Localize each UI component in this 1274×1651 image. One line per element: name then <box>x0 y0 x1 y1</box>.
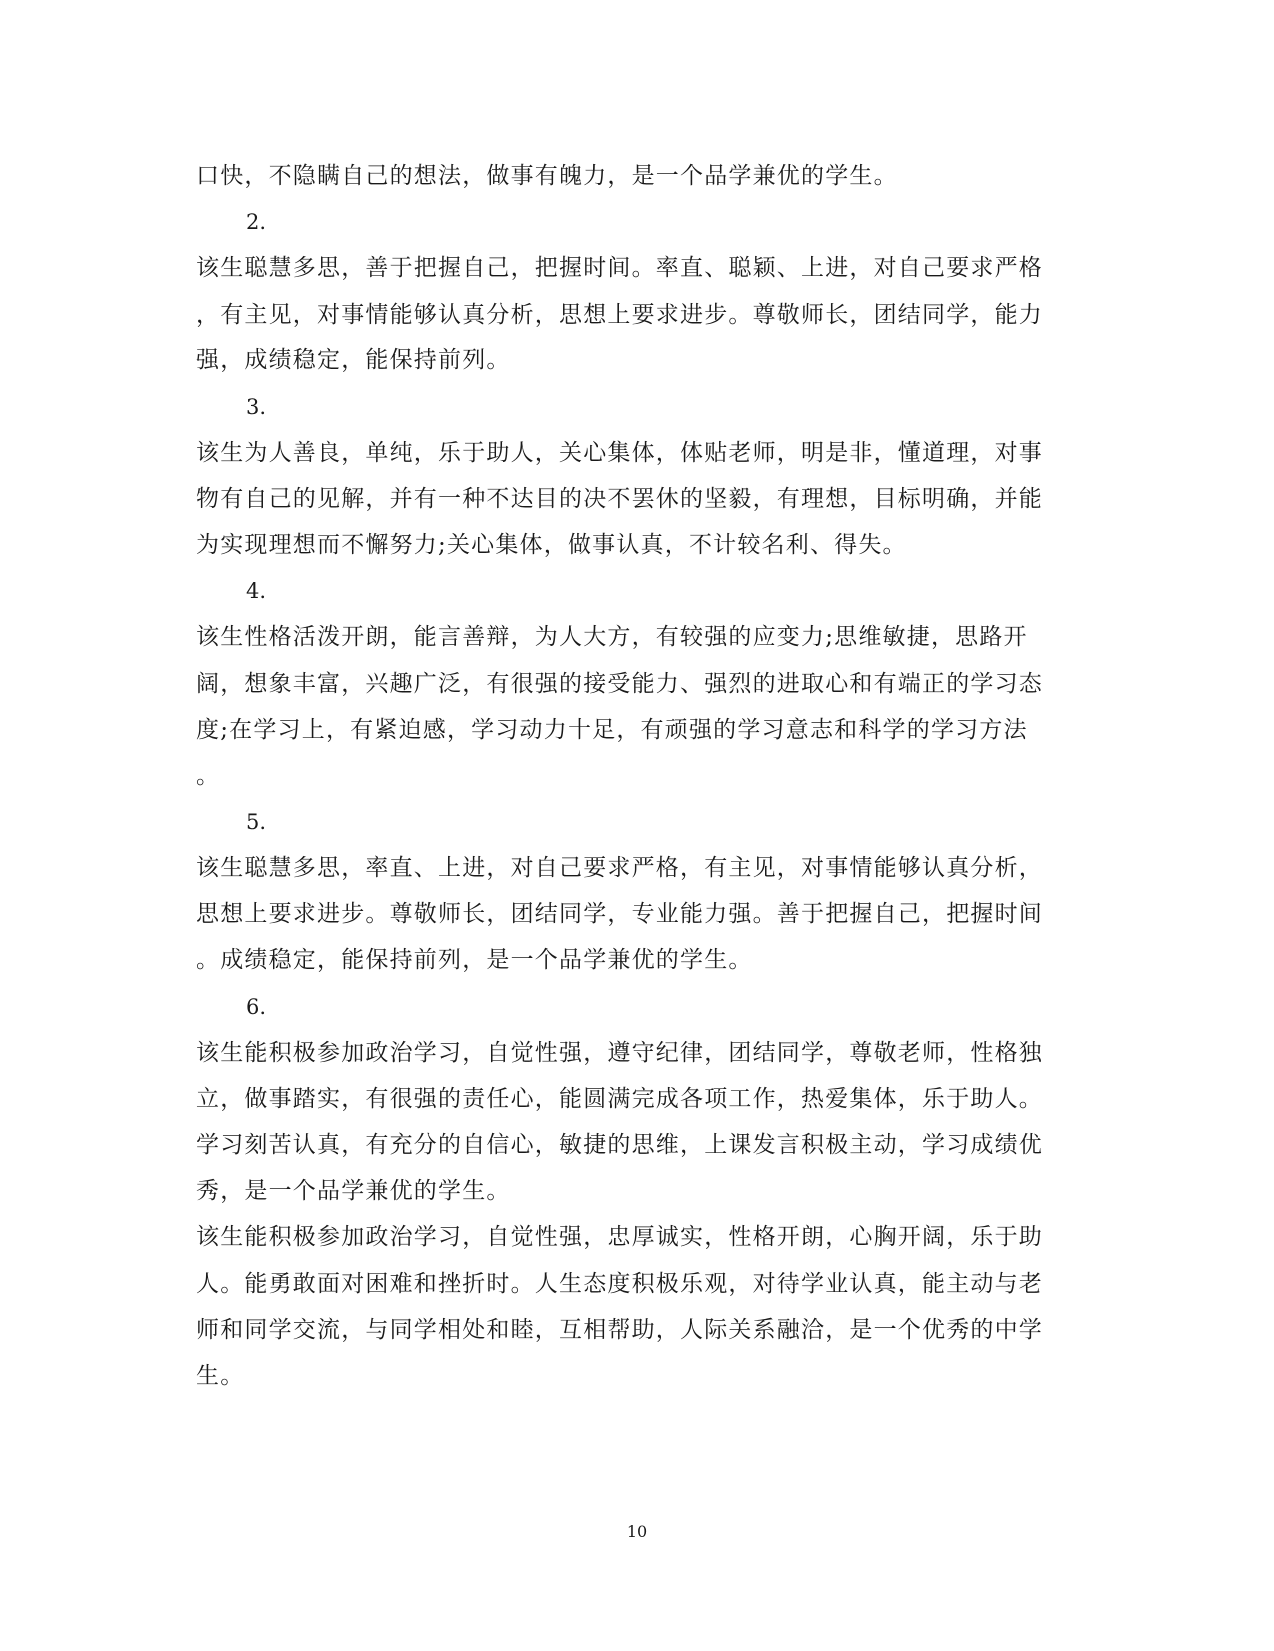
text-line: 强，成绩稳定，能保持前列。 <box>196 347 511 373</box>
text-line: 。成绩稳定，能保持前列，是一个品学兼优的学生。 <box>196 947 753 973</box>
text-line: 思想上要求进步。尊敬师长，团结同学，专业能力强。善于把握自己，把握时间 <box>196 901 1043 927</box>
text-line: 师和同学交流，与同学相处和睦，互相帮助，人际关系融洽，是一个优秀的中学 <box>196 1317 1043 1343</box>
text-line: 该生能积极参加政治学习，自觉性强，忠厚诚实，性格开朗，心胸开阔，乐于助 <box>196 1224 1043 1250</box>
text-line: 学习刻苦认真，有充分的自信心，敏捷的思维，上课发言积极主动，学习成绩优 <box>196 1132 1043 1158</box>
text-line: 该生性格活泼开朗，能言善辩，为人大方，有较强的应变力;思维敏捷，思路开 <box>196 624 1028 650</box>
text-line: 度;在学习上，有紧迫感，学习动力十足，有顽强的学习意志和科学的学习方法 <box>196 717 1028 743</box>
text-line: 立，做事踏实，有很强的责任心，能圆满完成各项工作，热爱集体，乐于助人。 <box>196 1086 1043 1112</box>
text-line: ，有主见，对事情能够认真分析，思想上要求进步。尊敬师长，团结同学，能力 <box>196 302 1043 328</box>
text-line: 口快，不隐瞒自己的想法，做事有魄力，是一个品学兼优的学生。 <box>196 163 898 189</box>
item-number: 4. <box>246 579 267 603</box>
text-line: 该生聪慧多思，善于把握自己，把握时间。率直、聪颖、上进，对自己要求严格 <box>196 255 1043 281</box>
text-line: 生。 <box>196 1363 245 1389</box>
text-line: 阔，想象丰富，兴趣广泛，有很强的接受能力、强烈的进取心和有端正的学习态 <box>196 671 1043 697</box>
text-line: 秀，是一个品学兼优的学生。 <box>196 1178 511 1204</box>
item-number: 3. <box>246 395 267 419</box>
page-number: 10 <box>626 1522 648 1541</box>
text-line: 该生为人善良，单纯，乐于助人，关心集体，体贴老师，明是非，懂道理，对事 <box>196 440 1043 466</box>
text-line: 该生能积极参加政治学习，自觉性强，遵守纪律，团结同学，尊敬老师，性格独 <box>196 1040 1043 1066</box>
text-line: 人。能勇敢面对困难和挫折时。人生态度积极乐观，对待学业认真，能主动与老 <box>196 1271 1043 1297</box>
item-number: 5. <box>246 810 267 834</box>
item-number: 2. <box>246 210 267 234</box>
text-line: 为实现理想而不懈努力;关心集体，做事认真，不计较名利、得失。 <box>196 532 907 558</box>
text-line: 该生聪慧多思，率直、上进，对自己要求严格，有主见，对事情能够认真分析， <box>196 855 1043 881</box>
item-number: 6. <box>246 995 267 1019</box>
text-line: 。 <box>196 763 221 789</box>
text-line: 物有自己的见解，并有一种不达目的决不罢休的坚毅，有理想，目标明确，并能 <box>196 486 1043 512</box>
